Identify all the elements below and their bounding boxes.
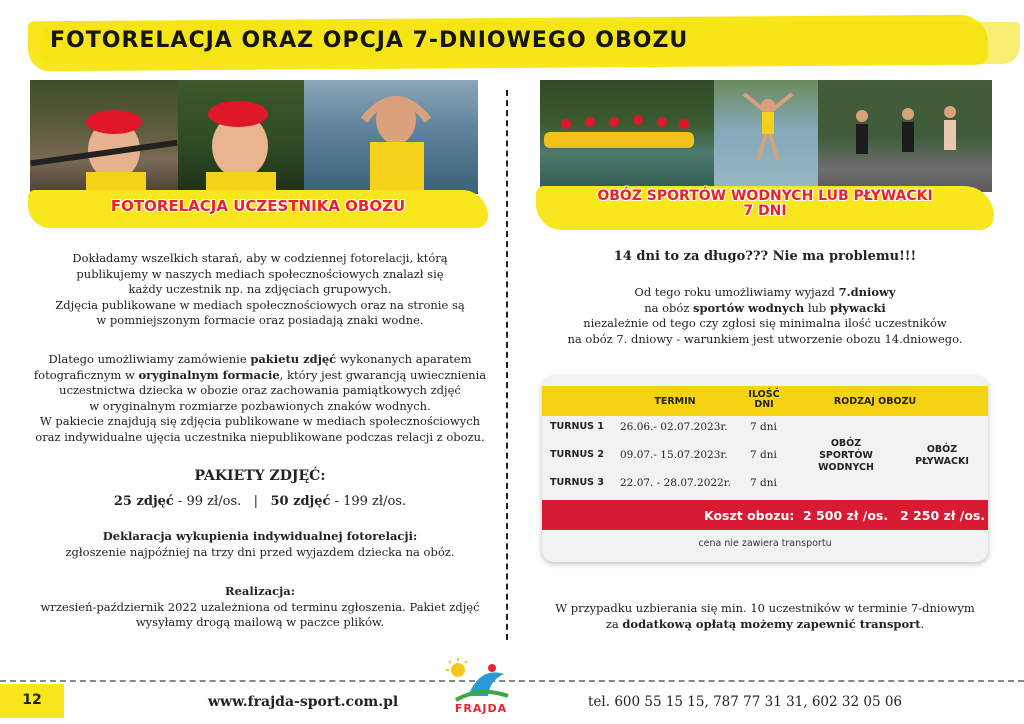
page-title: FOTORELACJA ORAZ OPCJA 7-DNIOWEGO OBOZU: [50, 28, 689, 53]
camp-type-swimming: OBÓZ PŁYWACKI: [915, 444, 969, 467]
col-header-rodzaj: RODZAJ OBOZU: [833, 396, 917, 407]
photo-illustration: [178, 80, 304, 194]
column-divider: [506, 90, 508, 640]
cost-swimming: 2 250 zł /os.: [900, 508, 986, 523]
table-row-3: TURNUS 3 22.07. - 28.07.2022r. 7 dni: [550, 477, 777, 489]
page-number: 12: [22, 692, 42, 708]
table-row-1: TURNUS 1 26.06.- 02.07.2023r. 7 dni: [550, 421, 777, 433]
col-header-ilosc-dni: ILOŚĆ DNI: [748, 389, 780, 410]
photo-smiling-girl: [178, 80, 304, 194]
logo-text: FRAJDA: [454, 702, 508, 715]
right-intro: Od tego roku umożliwiamy wyjazd 7.dniowy na obóz sportów wodnych lub pływacki niezależnie od tego czy zgłosi się minimalna ilość uczestników na obóz 7. dniowy - warunkiem jest utworzenie obozu 14.dniowego.: [567, 285, 963, 346]
packages-title: PAKIETY ZDJĘĆ:: [194, 468, 326, 484]
phone-numbers: tel. 600 55 15 15, 787 77 31 31, 602 32 05 06: [588, 694, 903, 710]
photo-jumping-girl: [714, 80, 818, 192]
packages-prices: 25 zdjęć - 99 zł/os. | 50 zdjęć - 199 zł/os.: [113, 494, 407, 509]
right-headline: 14 dni to za długo??? Nie ma problemu!!!: [613, 249, 917, 264]
photo-canoe-group: [540, 80, 714, 192]
right-banner-title: OBÓZ SPORTÓW WODNYCH LUB PŁYWACKI 7 DNI: [597, 188, 933, 219]
left-paragraph-1: Dokładamy wszelkich starań, aby w codziennej fotorelacji, którą publikujemy w naszych mediach społecznościowych znalazł się każdy uczestnik np. na zdjęciach grupowych. Zdjęcia publikowane w mediach społecznościowych oraz na stronie są w pomniejszonym formacie oraz posiadają znaki wodne.: [55, 251, 465, 327]
photo-illustration: [540, 80, 714, 192]
left-paragraph-2: Dlatego umożliwiamy zamówienie pakietu zdjęć wykonanych aparatem fotograficznym w oryginalnym formacie, który jest gwarancją uwiecznienia uczestnictwa dziecka w obozie oraz zachowania pamiątkowych zdjęć w oryginalnym rozmiarze pozbawionych znaków wodnych. W pakiecie znajdują się zdjęcia publikowane w mediach społecznościowych oraz indywidualne ujęcia uczestnika niepublikowane podczas relacji z obozu.: [33, 352, 487, 444]
website-link[interactable]: www.frajda-sport.com.pl: [208, 694, 399, 710]
declaration-block: Deklaracja wykupienia indywidualnej fotorelacji: zgłoszenie najpóźniej na trzy dni przed wyjazdem dziecka na obóz.: [65, 529, 455, 559]
camp-type-water-sports: OBÓZ SPORTÓW WODNYCH: [818, 438, 874, 473]
photo-pier-group: [818, 80, 992, 192]
col-header-termin: TERMIN: [654, 396, 696, 407]
photo-illustration: [30, 80, 178, 194]
photo-kayaking-girl: [30, 80, 178, 194]
left-banner-title: FOTORELACJA UCZESTNIKA OBOZU: [110, 197, 406, 215]
photo-illustration: [818, 80, 992, 192]
table-row-2: TURNUS 2 09.07.- 15.07.2023r. 7 dni: [550, 449, 777, 461]
cost-water-sports: 2 500 zł /os.: [803, 508, 889, 523]
frajda-logo: [446, 656, 516, 720]
price-note: cena nie zawiera transportu: [698, 538, 832, 549]
realization-block: Realizacja: wrzesień-październik 2022 uzależniona od terminu zgłoszenia. Pakiet zdjęć wysyłamy drogą mailową w paczce plików.: [40, 584, 480, 629]
photo-illustration: [714, 80, 818, 192]
transport-note: W przypadku uzbierania się min. 10 uczestników w terminie 7-dniowym za dodatkową opłatą możemy zapewnić transport.: [555, 601, 975, 631]
photo-heart-hands-girl: [304, 80, 478, 194]
photo-illustration: [304, 80, 478, 194]
cost-label: Koszt obozu:: [704, 508, 795, 523]
